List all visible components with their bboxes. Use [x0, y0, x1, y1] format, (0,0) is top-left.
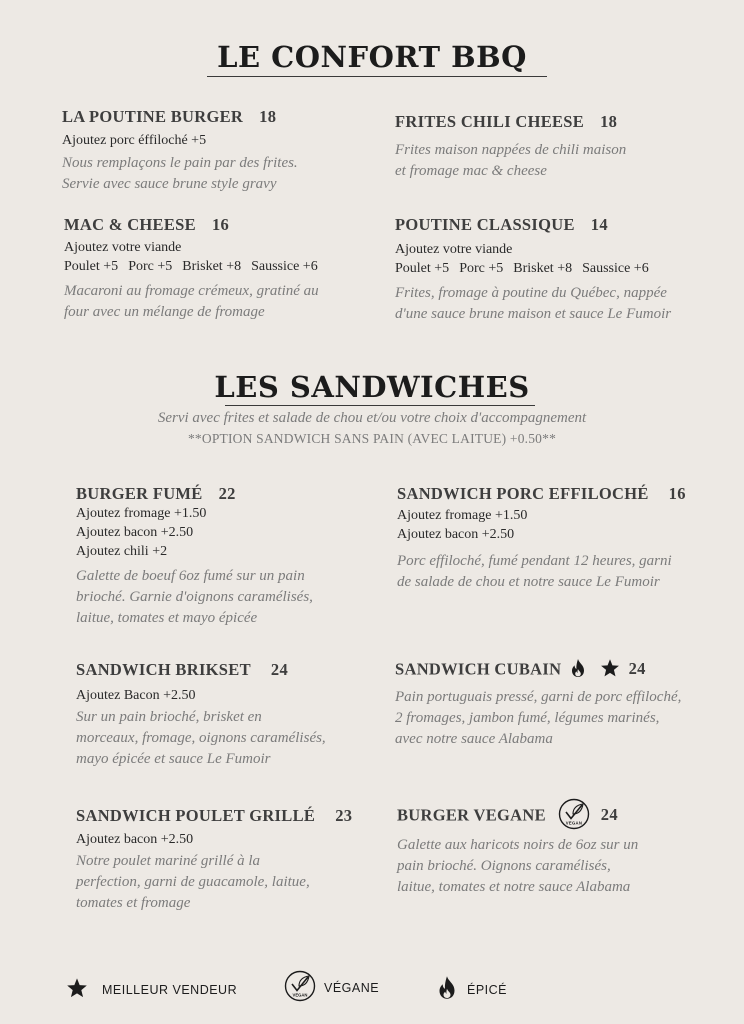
- item-price: 23: [335, 806, 353, 825]
- flame-icon: [570, 658, 586, 683]
- item-description-line: Frites, fromage à poutine du Québec, nappée: [395, 285, 667, 301]
- item-addon: Ajoutez bacon +2.50: [76, 525, 194, 540]
- menu-item-mac-cheese: [64, 215, 328, 323]
- meat-option: Saussice +6: [582, 261, 649, 276]
- vegan-badge-text: VEGAN: [292, 992, 308, 998]
- menu-item-sandwich-cubain: [395, 658, 681, 750]
- item-price: 16: [211, 215, 230, 234]
- item-name: SANDWICH BRIKSET: [76, 660, 251, 679]
- meat-option: Saussice +6: [251, 259, 318, 274]
- item-name: BURGER VEGANE: [397, 805, 546, 825]
- item-description-line: Notre poulet mariné grillé à la: [76, 853, 261, 869]
- menu-item-porc-effiloche: [397, 484, 686, 593]
- item-description-line: Pain portuguais pressé, garni de porc effiloché,: [395, 689, 682, 705]
- item-addon: Ajoutez Bacon +2.50: [76, 688, 196, 703]
- item-price: 18: [600, 112, 618, 131]
- meat-option: Brisket +8: [513, 261, 573, 276]
- item-meat-options: [64, 257, 328, 276]
- meat-option: Poulet +5: [395, 261, 450, 276]
- item-addon: Ajoutez fromage +1.50: [76, 506, 207, 521]
- item-description-line: brioché. Garnie d'oignons caramélisés,: [76, 589, 313, 605]
- item-description-line: d'une sauce brune maison et sauce Le Fumoir: [395, 306, 672, 322]
- item-description-line: four avec un mélange de fromage: [64, 304, 265, 320]
- menu-item-poutine-burger: [62, 107, 298, 195]
- legend-label: MEILLEUR VENDEUR: [102, 983, 238, 997]
- section-divider: [225, 405, 535, 406]
- item-price: 24: [628, 659, 646, 679]
- vegan-badge-text: VEGAN: [566, 820, 583, 826]
- item-description-line: pain brioché. Oignons caramélisés,: [397, 858, 611, 874]
- item-addon: Ajoutez votre viande: [64, 240, 182, 255]
- legend-vegan: [284, 970, 379, 1006]
- item-description-line: Porc effiloché, fumé pendant 12 heures, garni: [397, 553, 672, 569]
- section-title-sandwiches: LES SANDWICHES: [214, 370, 530, 404]
- item-name: FRITES CHILI CHEESE: [395, 112, 585, 131]
- meat-option: Porc +5: [128, 259, 173, 274]
- item-addon: Ajoutez porc éffiloché +5: [62, 133, 207, 148]
- item-price: 14: [590, 215, 608, 234]
- item-description-line: de salade de chou et notre sauce Le Fumoir: [397, 574, 660, 590]
- vegan-icon: [284, 970, 316, 1006]
- no-bun-option-note: **OPTION SANDWICH SANS PAIN (AVEC LAITUE) +0.50**: [187, 431, 557, 446]
- legend-spicy: [437, 975, 507, 1004]
- item-description-line: Frites maison nappées de chili maison: [395, 142, 627, 158]
- item-description-line: laitue, tomates et mayo épicée: [76, 610, 258, 626]
- item-name: SANDWICH CUBAIN: [395, 659, 562, 679]
- item-addon: Ajoutez votre viande: [395, 242, 513, 257]
- menu-item-poutine-classique: [395, 215, 671, 325]
- item-price: 18: [259, 107, 277, 126]
- item-description-line: perfection, garni de guacamole, laitue,: [76, 874, 310, 890]
- legend-label: ÉPICÉ: [467, 982, 508, 997]
- item-addon: Ajoutez bacon +2.50: [397, 527, 515, 542]
- legend-best-seller: [66, 977, 237, 1003]
- item-description-line: Galette de boeuf 6oz fumé sur un pain: [76, 568, 305, 584]
- menu-item-poulet-grille: [76, 806, 352, 914]
- vegan-icon: [558, 798, 590, 835]
- item-meat-options: [395, 259, 671, 278]
- meat-option: Porc +5: [459, 261, 504, 276]
- item-description-line: laitue, tomates et notre sauce Alabama: [397, 879, 631, 895]
- section-divider: [207, 76, 547, 77]
- item-price: 24: [600, 805, 618, 825]
- item-addon: Ajoutez chili +2: [76, 544, 168, 559]
- menu-item-sandwich-brikset: [76, 660, 326, 770]
- item-description-line: mayo épicée et sauce Le Fumoir: [76, 751, 271, 767]
- section-subtitle: Servi avec frites et salade de chou et/ou votre choix d'accompagnement: [157, 410, 587, 426]
- item-description-line: Sur un pain brioché, brisket en: [76, 709, 262, 725]
- item-description-line: Servie avec sauce brune style gravy: [62, 176, 277, 192]
- item-name: SANDWICH PORC EFFILOCHÉ: [397, 484, 649, 503]
- item-description-line: 2 fromages, jambon fumé, légumes marinés,: [395, 710, 660, 726]
- item-price: 22: [218, 484, 236, 503]
- item-description-line: morceaux, fromage, oignons caramélisés,: [76, 730, 326, 746]
- item-description-line: Macaroni au fromage crémeux, gratiné au: [64, 283, 319, 299]
- menu-item-burger-fume: [76, 484, 313, 629]
- item-description-line: Nous remplaçons le pain par des frites.: [62, 155, 298, 171]
- star-icon: [66, 977, 88, 1003]
- item-name: SANDWICH POULET GRILLÉ: [76, 806, 316, 825]
- item-name: MAC & CHEESE: [64, 215, 196, 234]
- item-name: BURGER FUMÉ: [76, 484, 203, 503]
- menu-item-frites-chili-cheese: [395, 112, 626, 182]
- item-addon: Ajoutez bacon +2.50: [76, 832, 194, 847]
- item-description-line: tomates et fromage: [76, 895, 191, 911]
- flame-icon: [437, 975, 457, 1004]
- meat-option: Brisket +8: [182, 259, 242, 274]
- item-name: POUTINE CLASSIQUE: [395, 215, 575, 234]
- item-price: 16: [668, 484, 686, 503]
- menu-item-burger-vegane: [397, 798, 638, 898]
- meat-option: Poulet +5: [64, 259, 119, 274]
- section-title-confort: LE CONFORT BBQ: [217, 40, 527, 74]
- item-description-line: et fromage mac & cheese: [395, 163, 547, 179]
- legend-label: VÉGANE: [324, 981, 380, 995]
- item-description-line: Galette aux haricots noirs de 6oz sur un: [397, 837, 639, 853]
- item-price: 24: [270, 660, 288, 679]
- item-addon: Ajoutez fromage +1.50: [397, 508, 528, 523]
- item-name: LA POUTINE BURGER: [62, 107, 244, 126]
- star-icon: [600, 658, 620, 683]
- item-description-line: avec notre sauce Alabama: [395, 731, 553, 747]
